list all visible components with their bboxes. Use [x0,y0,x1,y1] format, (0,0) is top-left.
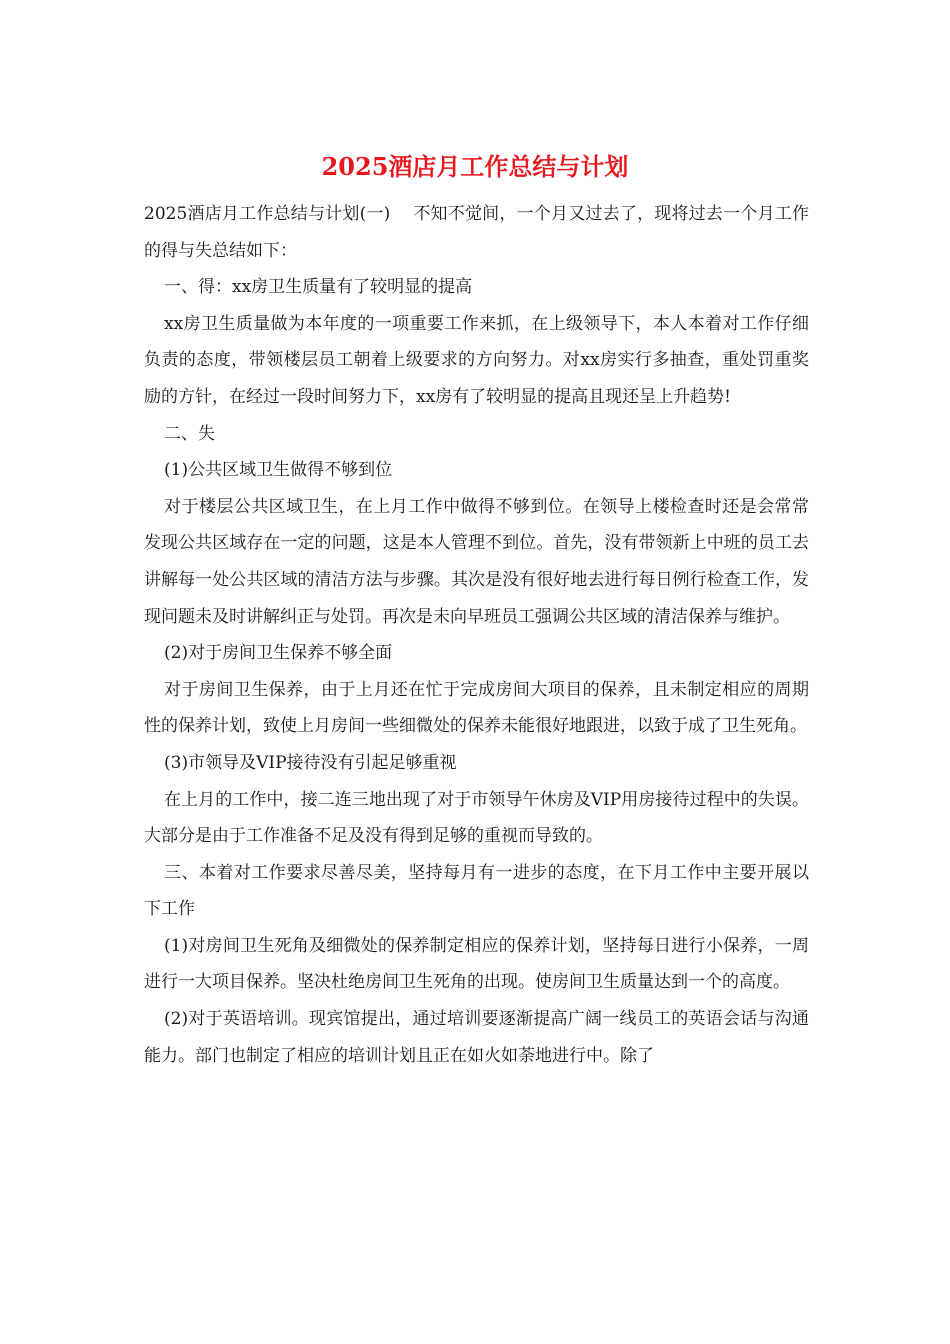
body-paragraph: 三、本着对工作要求尽善尽美，坚持每月有一进步的态度，在下月工作中主要开展以下工作 [144,862,809,920]
document-title: 2025酒店月工作总结与计划 [321,152,629,181]
body-paragraph: 对于楼层公共区域卫生，在上月工作中做得不够到位。在领导上楼检查时还是会常常发现公共区域存在一定的问题，这是本人管理不到位。首先，没有带领新上中班的员工去讲解每一处公共区域的清洁方法与步骤。其次是没有很好地去进行每日例行检查工作，发现问题未及时讲解纠正与处罚。再次是未向早班员工强调公共区域的清洁保养与维护。 [144,496,809,627]
body-paragraph: (2)对于英语培训。现宾馆提出，通过培训要逐渐提高广阔一线员工的英语会话与沟通能力。部门也制定了相应的培训计划且正在如火如荼地进行中。除了 [144,1009,809,1066]
body-paragraph: (2)对于房间卫生保养不够全面 [164,643,393,664]
body-paragraph: 2025酒店月工作总结与计划(一) 不知不觉间，一个月又过去了，现将过去一个月工作的得与失总结如下： [144,204,809,261]
body-paragraph: (1)公共区域卫生做得不够到位 [164,460,393,481]
body-paragraph: 对于房间卫生保养，由于上月还在忙于完成房间大项目的保养，且未制定相应的周期性的保养计划，致使上月房间一些细微处的保养未能很好地跟进，以致于成了卫生死角。 [144,679,809,737]
document-body [144,196,809,1074]
body-paragraph: (3)市领导及VIP接待没有引起足够重视 [164,752,457,773]
body-paragraph: 一、得：xx房卫生质量有了较明显的提高 [164,277,473,298]
body-paragraph: (1)对房间卫生死角及细微处的保养制定相应的保养计划，坚持每日进行小保养，一周进行一大项目保养。坚决杜绝房间卫生死角的出现。使房间卫生质量达到一个的高度。 [144,935,809,993]
body-paragraph: xx房卫生质量做为本年度的一项重要工作来抓，在上级领导下，本人本着对工作仔细负责的态度，带领楼层员工朝着上级要求的方向努力。对xx房实行多抽查，重处罚重奖励的方针，在经过一段时间努力下，xx房有了较明显的提高且现还呈上升趋势! [144,313,809,407]
body-paragraph: 二、失 [164,423,215,444]
body-paragraph: 在上月的工作中，接二连三地出现了对于市领导午休房及VIP用房接待过程中的失误。大部分是由于工作准备不足及没有得到足够的重视而导致的。 [144,789,809,847]
